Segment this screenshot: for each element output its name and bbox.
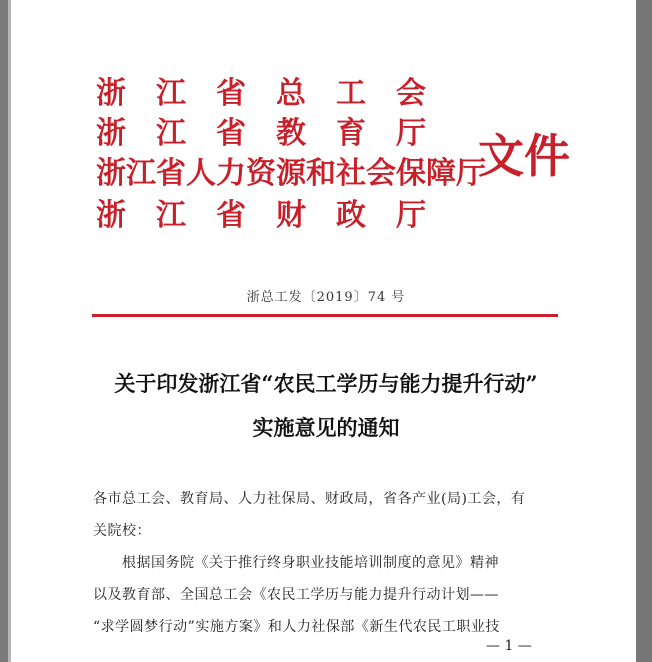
issuer-finance: 浙 江 省 财 政 厅	[96, 198, 426, 233]
red-divider	[92, 314, 558, 317]
issuer-education: 浙 江 省 教 育 厅	[96, 116, 426, 151]
body-line-1: 各市总工会、教育局、人力社保局、财政局，省各产业(局)工会，有	[93, 491, 526, 507]
body-line-2: 关院校：	[93, 523, 151, 539]
body-line-3: 根据国务院《关于推行终身职业技能培训制度的意见》精神	[93, 555, 499, 571]
body-line-5: “求学圆梦行动”实施方案》和人力社保部《新生代农民工职业技	[93, 619, 500, 635]
viewer-left-margin	[0, 0, 8, 662]
body-line-4: 以及教育部、全国总工会《农民工学历与能力提升行动计划——	[93, 587, 499, 603]
issuer-hr-social-security: 浙江省人力资源和社会保障厅	[96, 156, 486, 191]
document-type-label: 文件	[478, 129, 570, 183]
document-number: 浙总工发〔2019〕74 号	[246, 290, 406, 305]
viewer-right-margin	[636, 0, 652, 662]
page-number: — 1 —	[486, 638, 532, 654]
title-line-1: 关于印发浙江省“农民工学历与能力提升行动”	[114, 371, 538, 396]
issuer-trade-union: 浙 江 省 总 工 会	[96, 76, 426, 111]
title-line-2: 实施意见的通知	[252, 415, 400, 440]
